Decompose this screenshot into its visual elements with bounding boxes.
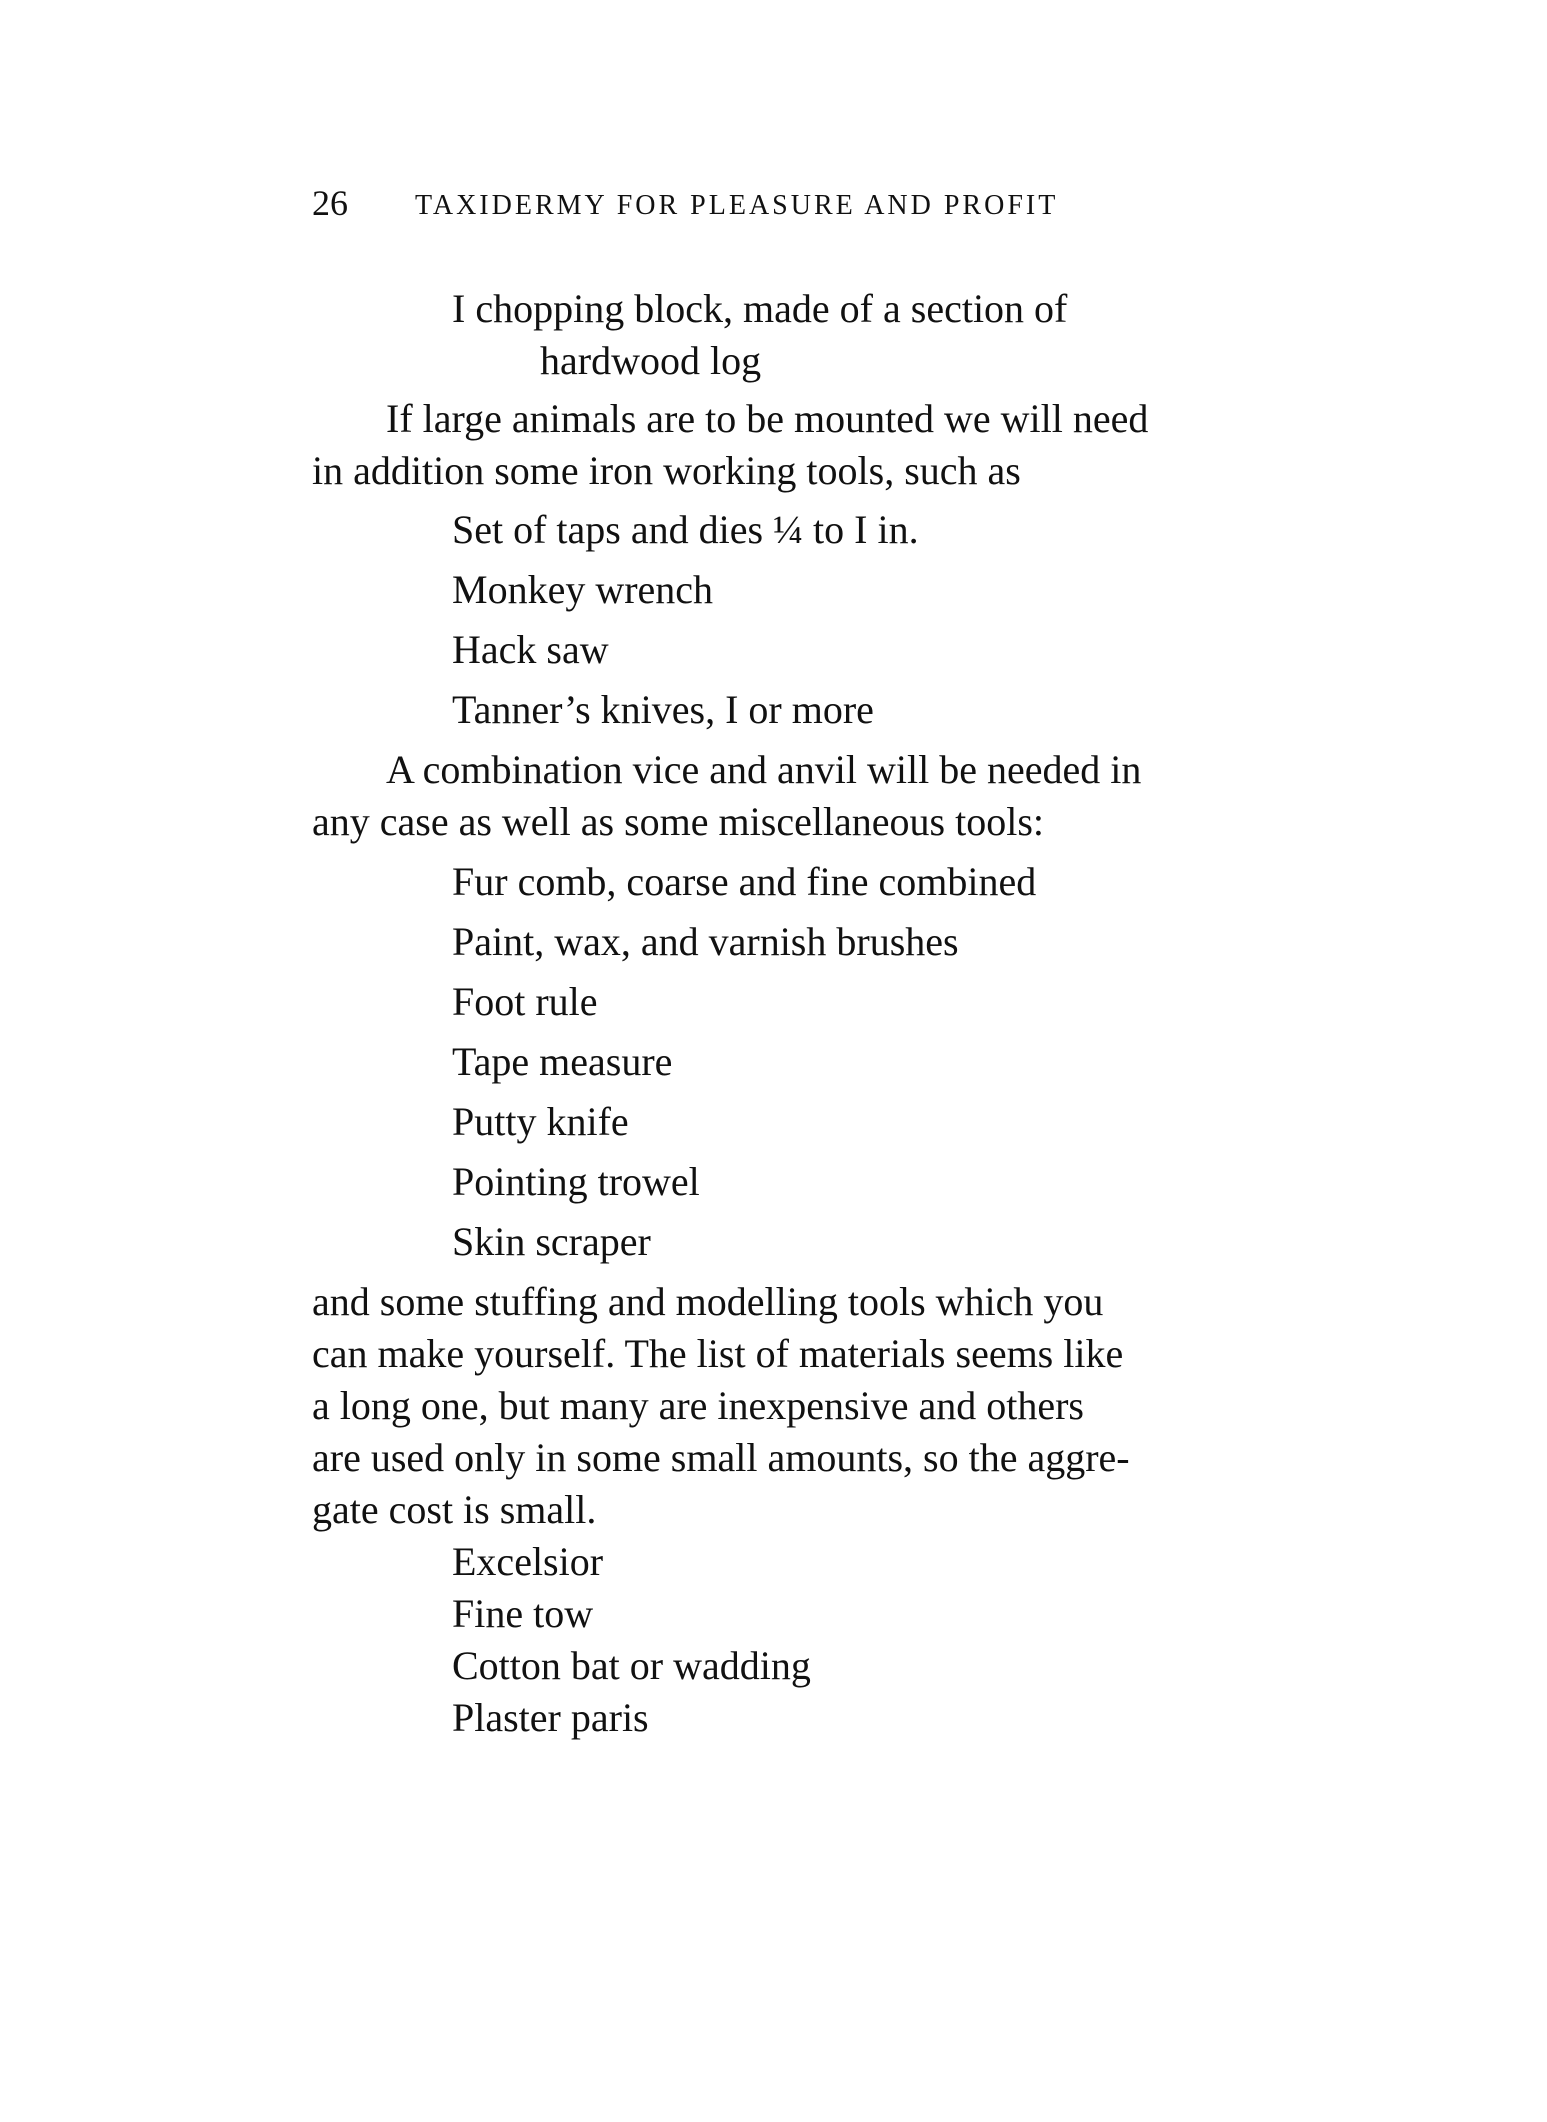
paragraph-line: If large animals are to be mounted we will need [386,396,1149,441]
running-title: TAXIDERMY FOR PLEASURE AND PROFIT [415,190,1059,221]
page-header [312,183,1212,233]
list-item: Set of taps and dies ¼ to I in. [452,507,919,552]
paragraph-line: and some stuffing and modelling tools which you [312,1279,1104,1324]
list-item: Skin scraper [452,1219,651,1264]
paragraph-line: A combination vice and anvil will be needed in [386,747,1142,792]
list-item: Tanner’s knives, I or more [452,687,874,732]
paragraph-line: can make yourself. The list of materials seems like [312,1331,1124,1376]
paragraph-line: are used only in some small amounts, so the aggre- [312,1435,1130,1480]
list-item: Foot rule [452,979,598,1024]
paragraph-line: any case as well as some miscellaneous tools: [312,799,1045,844]
list-item: Pointing trowel [452,1159,700,1204]
list-item: Paint, wax, and varnish brushes [452,919,959,964]
list-item: Plaster paris [452,1695,649,1740]
list-item: Fine tow [452,1591,594,1636]
list-item: Monkey wrench [452,567,714,612]
page-number: 26 [312,183,348,223]
list-item: Fur comb, coarse and fine combined [452,859,1037,904]
paragraph-line: a long one, but many are inexpensive and others [312,1383,1084,1428]
list-item: Hack saw [452,627,609,672]
list-item: Cotton bat or wadding [452,1643,811,1688]
paragraph-line: in addition some iron working tools, such as [312,448,1021,493]
list-item: I chopping block, made of a section of [452,286,1068,331]
list-item: Excelsior [452,1539,604,1584]
list-item: Tape measure [452,1039,673,1084]
list-item-continuation: hardwood log [540,338,762,383]
list-item: Putty knife [452,1099,629,1144]
paragraph-line: gate cost is small. [312,1487,597,1532]
